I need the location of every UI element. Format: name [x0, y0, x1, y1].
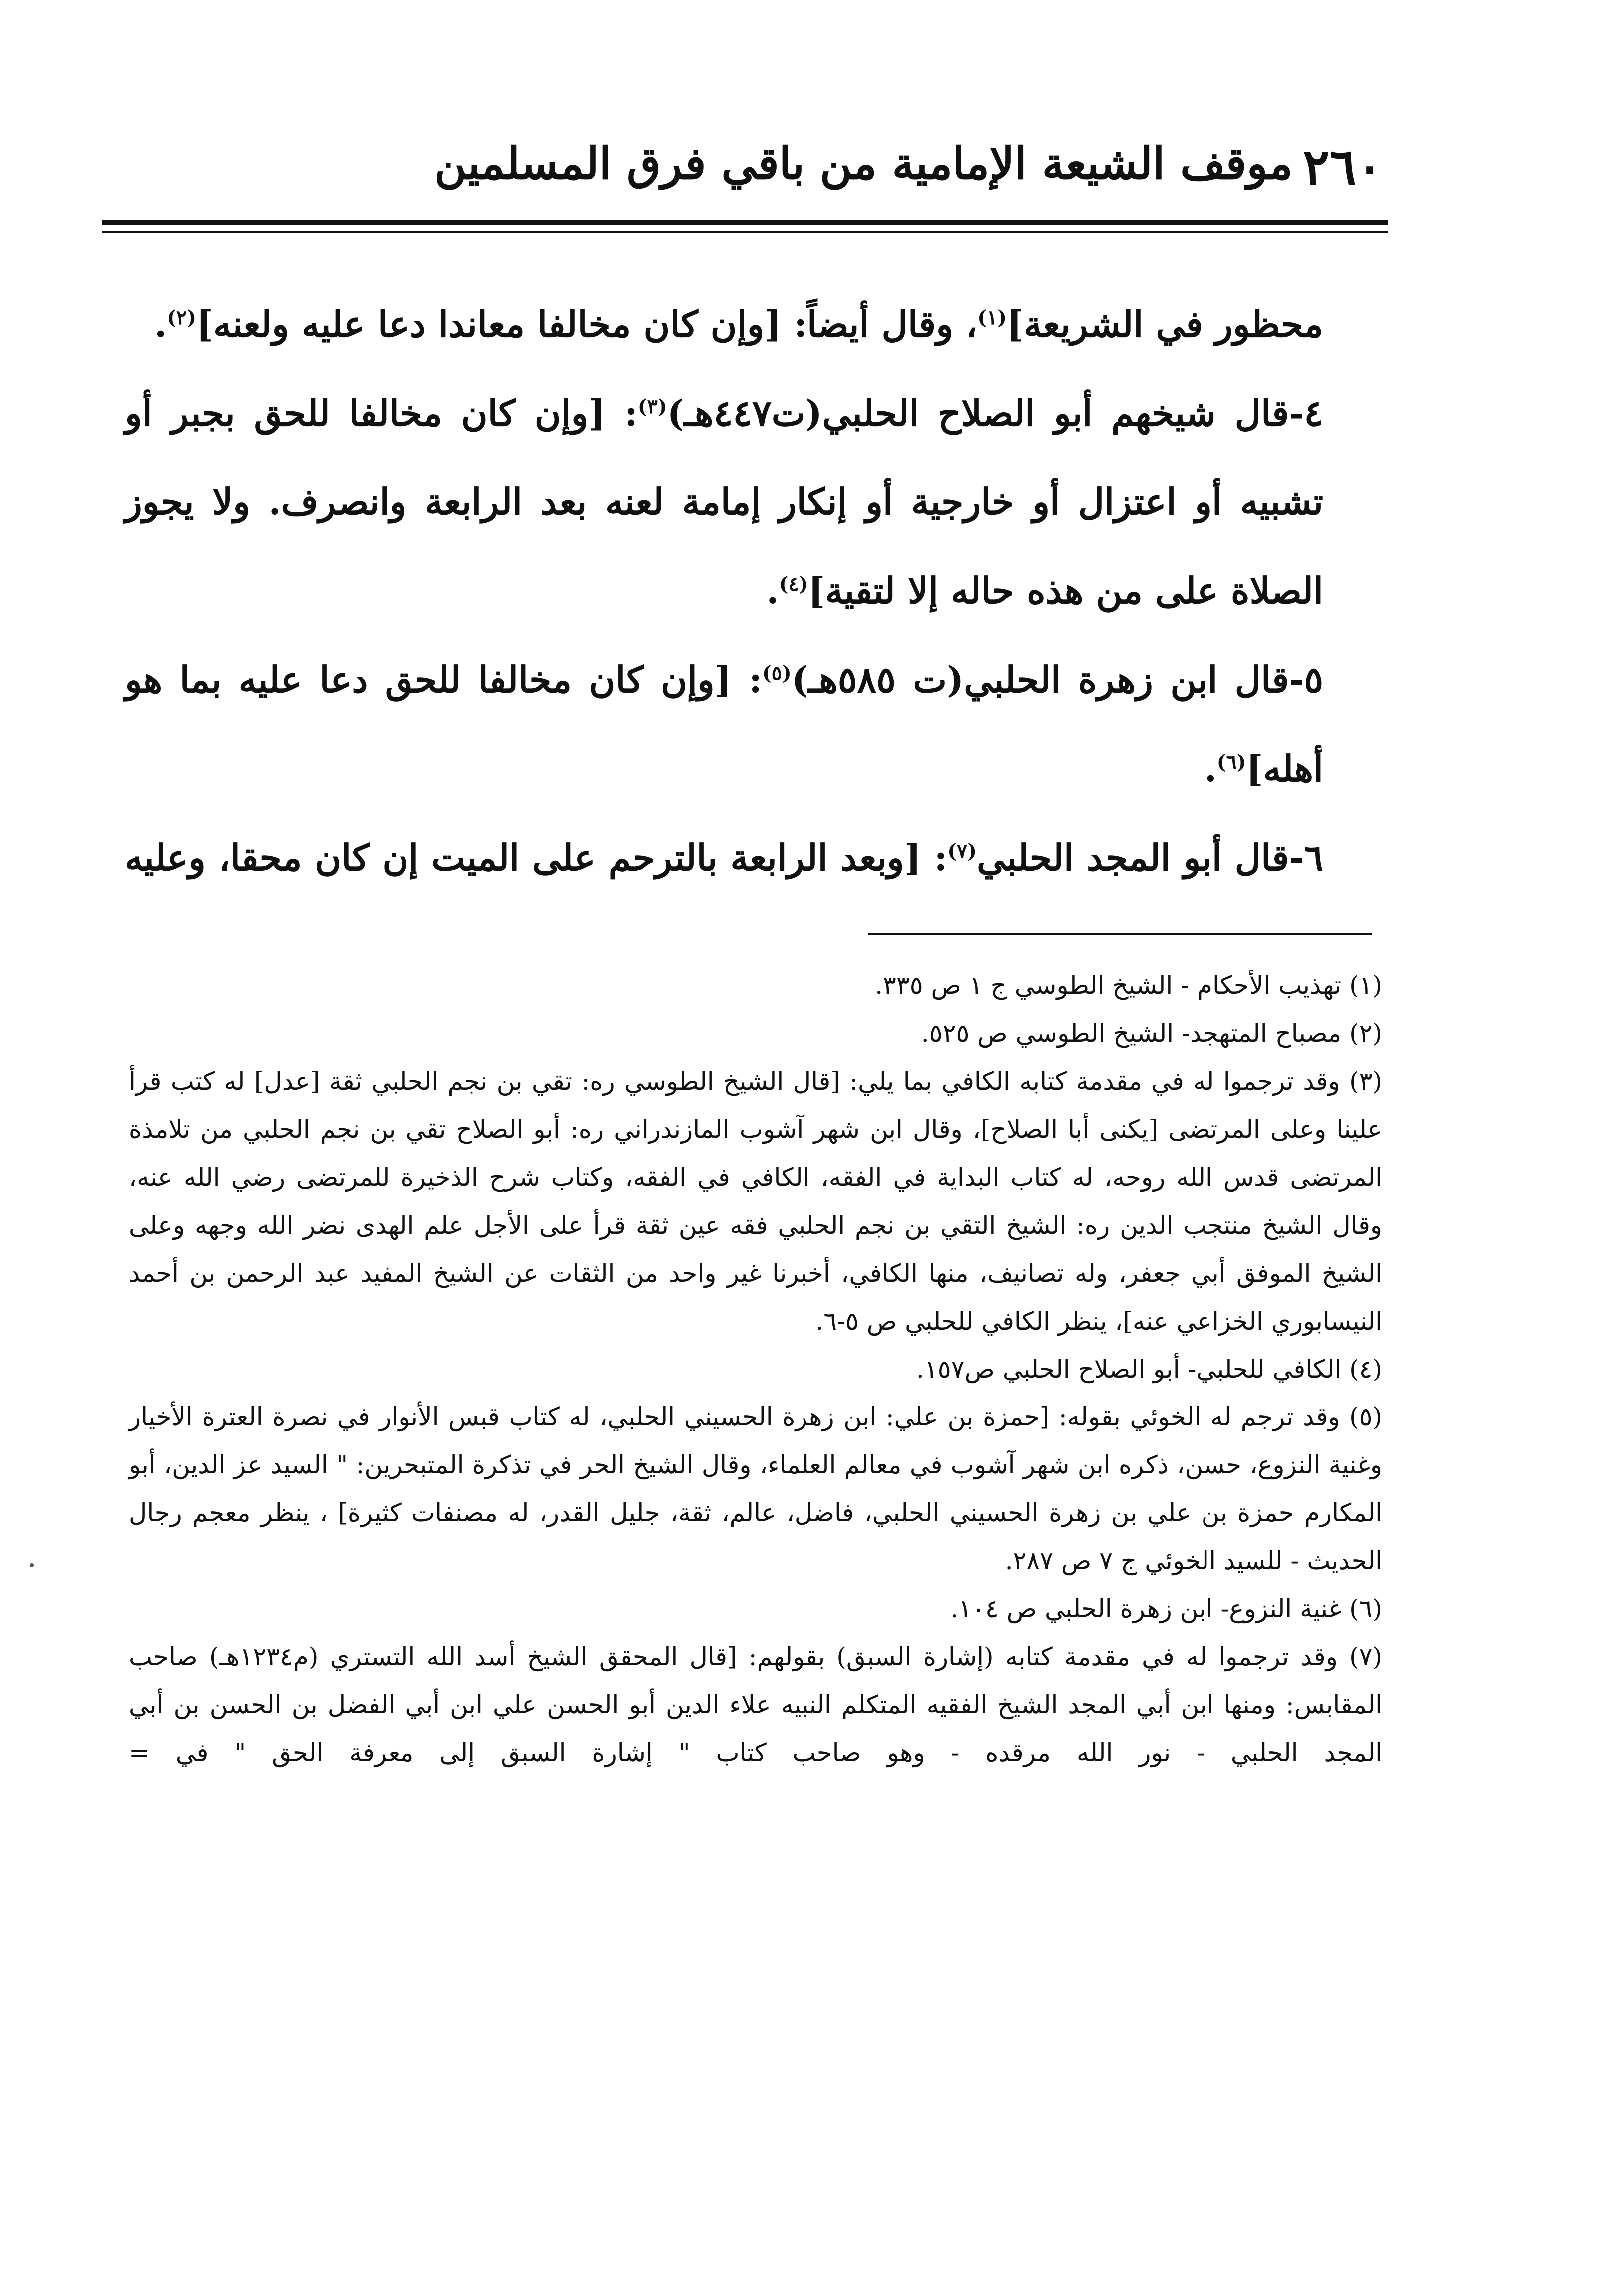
main-text — [125, 280, 1323, 902]
footnote-3: (٣) وقد ترجموا له في مقدمة كتابه الكافي بما يلي: [قال الشيخ الطوسي ره: تقي بن نجم الحلبي ثقة [عدل] له كتب قرأ علينا وعلى المرتضى [يكنى أبا الصلاح]، وقال ابن شهر آشوب المازندراني ره: أبو الصلاح تقي بن نجم الحلبي من تلامذة المرتضى قدس الله روحه، له كتاب البداية في الفقه، الكافي في الفقه، وكتاب شرح الذخيرة للمرتضى رضي الله عنه، وقال الشيخ منتجب الدين ره: الشيخ التقي بن نجم الحلبي فقه عين ثقة قرأ على الأجل علم الهدى نضر الله وجهه وعلى الشيخ الموفق أبي جعفر، وله تصانيف، منها الكافي، أخبرنا غير واحد من الثقات عن الشيخ المفيد عبد الرحمن بن أحمد النيسابوري الخزاعي عنه]، ينظر الكافي للحلبي ص ٥-٦. — [129, 1067, 1382, 1336]
footnotes — [129, 961, 1382, 1777]
footnote-ref: (١) — [977, 306, 1007, 329]
main-paragraph-2: ٤-قال شيخهم أبو الصلاح الحلبي(ت٤٤٧هـ)$^{(٣)}$: [وإن كان مخالفا للحق بجبر أو تشبيه أو اعتزال أو خارجية أو إنكار إمامة لعنه بعد الرابعة وانصرف. ولا يجوز الصلاة على من هذه حاله إلا لتقية]$^{(٤)}$. — [125, 392, 1323, 612]
footnote-separator — [868, 933, 1372, 935]
footnote-ref: (٤) — [779, 573, 808, 596]
page-header — [105, 127, 1383, 212]
footnote-ref: (٧) — [947, 840, 977, 863]
scan-speck — [30, 1563, 34, 1567]
footnote-ref: (٣) — [637, 395, 667, 418]
header-rule-thick — [102, 220, 1388, 225]
main-paragraph-4: ٦-قال أبو المجد الحلبي$^{(٧)}$: [وبعد الرابعة بالترحم على الميت إن كان محقا، وعليه — [125, 836, 1323, 879]
footnote-5: (٥) وقد ترجم له الخوئي بقوله: [حمزة بن علي: ابن زهرة الحسيني الحلبي، له كتاب قبس الأنوار في نصرة العترة الأخيار وغنية النزوع، حسن، ذكره ابن شهر آشوب في معالم العلماء، وقال الشيخ الحر في تذكرة المتبحرين: " السيد عز الدين، أبو المكارم حمزة بن علي بن زهرة الحسيني الحلبي، فاضل، عالم، ثقة، جليل القدر، له مصنفات كثيرة] ، ينظر معجم رجال الحديث - للسيد الخوئي ج ٧ ص ٢٨٧. — [129, 1402, 1382, 1575]
footnote-7: (٧) وقد ترجموا له في مقدمة كتابه (إشارة السبق) بقولهم: [قال المحقق الشيخ أسد الله التستري (م١٢٣٤هـ) صاحب المقابس: ومنها ابن أبي المجد الشيخ الفقيه المتكلم النبيه علاء الدين أبو الحسن علي ابن أبي الفضل بن الحسن بن أبي المجد الحلبي - نور الله مرقده - وهو صاحب كتاب " إشارة السبق إلى معرفة الحق " في = — [129, 1642, 1382, 1767]
main-paragraph-1: محظور في الشريعة]$^{(١)}$، وقال أيضاً: [وإن كان مخالفا معاندا دعا عليه ولعنه]$^{(٢)}$. — [154, 303, 1323, 345]
footnote-1: (١) تهذيب الأحكام - الشيخ الطوسي ج ١ ص ٣٣٥. — [875, 971, 1382, 1000]
footnote-4: (٤) الكافي للحلبي- أبو الصلاح الحلبي ص١٥٧. — [916, 1355, 1382, 1383]
page-number: ٢٦٠ — [1302, 137, 1383, 196]
footnote-ref: (٦) — [1216, 751, 1246, 774]
header-rule-thin — [102, 231, 1388, 233]
running-title: موقف الشيعة الإمامية من باقي فرق المسلمين — [434, 137, 1293, 189]
footnote-2: (٢) مصباح المتهجد- الشيخ الطوسي ص ٥٢٥. — [921, 1019, 1382, 1048]
footnote-6: (٦) غنية النزوع- ابن زهرة الحلبي ص ١٠٤. — [950, 1594, 1382, 1623]
main-paragraph-3: ٥-قال ابن زهرة الحلبي(ت ٥٨٥هـ)$^{(٥)}$: [وإن كان مخالفا للحق دعا عليه بما هو أهله]$^{(٦)}$. — [125, 658, 1323, 790]
footnote-ref: (٢) — [167, 306, 196, 329]
footnote-ref: (٥) — [762, 662, 792, 685]
